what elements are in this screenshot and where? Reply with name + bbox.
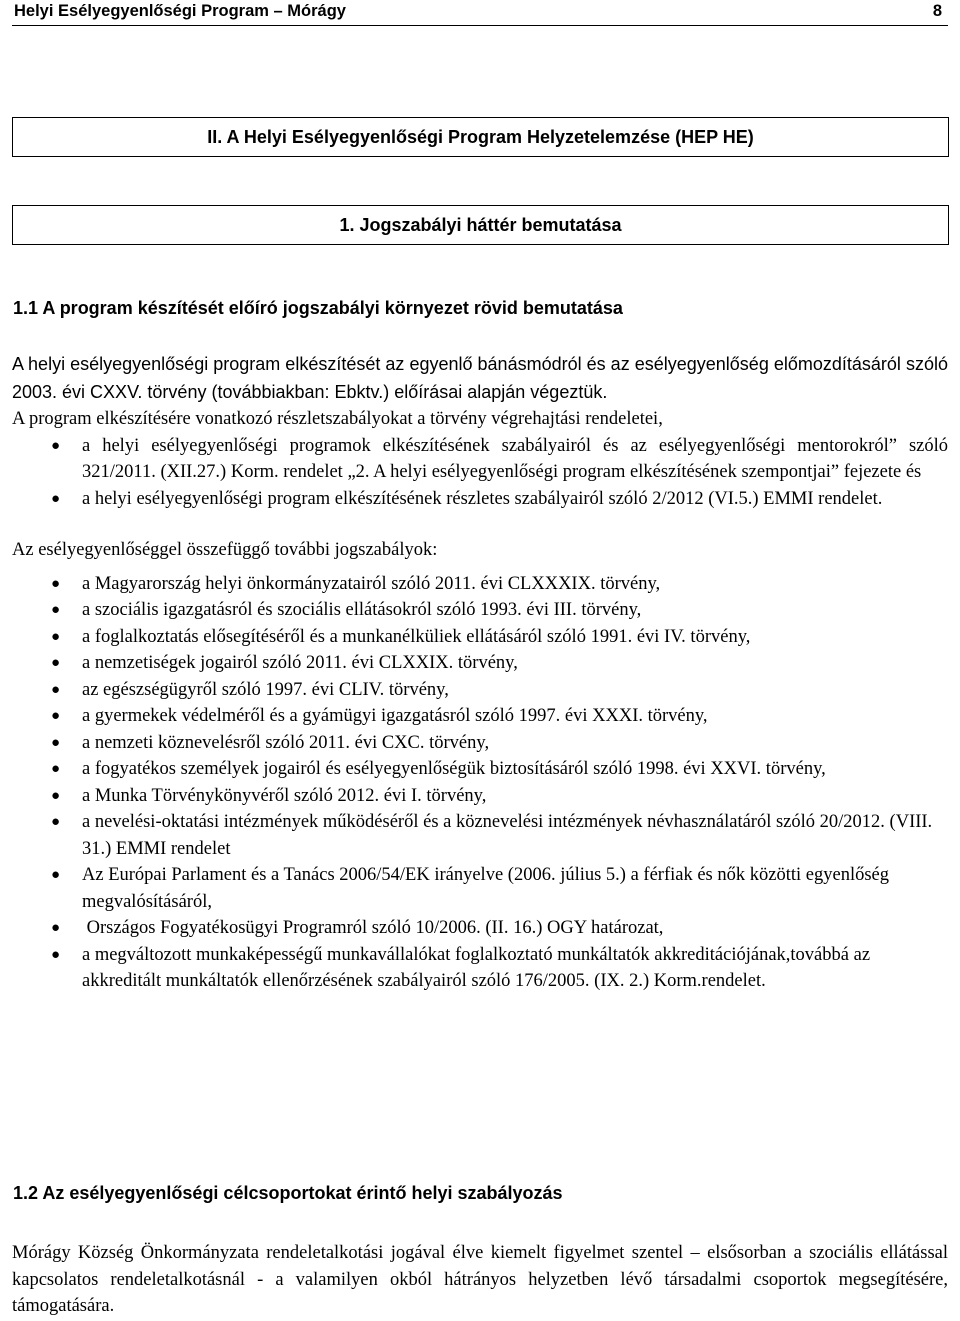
bullet-dot-icon: ● (51, 575, 61, 592)
related-laws-intro: Az esélyegyenlőséggel összefüggő további jogszabályok: (12, 540, 438, 560)
subsection-title-1-1: 1.1 A program készítését előíró jogszabályi környezet rövid bemutatása (13, 298, 623, 318)
related-laws-list (12, 571, 948, 995)
list-item (12, 703, 948, 730)
related-item-text: a nemzeti köznevelésről szóló 2011. évi CXC. törvény, (82, 732, 490, 753)
bullet-dot-icon: ● (51, 761, 61, 777)
list-item (12, 730, 948, 757)
list-item (12, 650, 948, 677)
list-item (12, 677, 948, 704)
intro-paragraph (12, 351, 948, 406)
bullet-dot-icon: ● (51, 734, 61, 751)
section-1-2-body (12, 1240, 948, 1320)
list-item (12, 486, 948, 513)
rules-list (12, 433, 948, 513)
related-item-text: Országos Fogyatékosügyi Programról szóló 10/2006. (II. 16.) OGY határozat, (82, 918, 664, 938)
list-item (12, 915, 948, 942)
rules-item-text: a helyi esélyegyenlőségi program elkészítésének részletes szabályairól szóló 2/2012 (VI.5.) EMMI rendelet. (82, 488, 883, 509)
bullet-dot-icon: ● (51, 920, 61, 936)
page-number: 8 (932, 2, 942, 20)
chapter-title: II. A Helyi Esélyegyenlőségi Program Helyzetelemzése (HEP HE) (207, 126, 754, 147)
related-item-text: a nevelési-oktatási intézmények működéséről és a köznevelési intézmények névhasználatáról szóló 20/2012. (VIII. 31.) EMMI rendelet (82, 812, 933, 859)
header-title: Helyi Esélyegyenlőségi Program – Mórágy (14, 2, 346, 20)
bullet-dot-icon: ● (51, 814, 61, 830)
related-item-text: Az Európai Parlament és a Tanács 2006/54/EK irányelve (2006. július 5.) a férfiak és nők közötti egyenlőség megvalósításáról, (82, 865, 889, 912)
related-item-text: a foglalkoztatás elősegítéséről és a munkanélküliek ellátásáról szóló 1991. évi IV. törvény, (82, 626, 751, 647)
bullet-dot-icon: ● (51, 628, 61, 645)
page-header (12, 0, 948, 26)
bullet-dot-icon: ● (51, 681, 61, 698)
local-regulation-text: Mórágy Község Önkormányzata rendeletalkotási jogával élve kiemelt figyelmet szentel – elsősorban a szociális ellátással kapcsolatos rendeletalkotásnál - a valamilyen okból hátrányos helyzetben lévő társadalmi csoportok megsegítésére, támogatására. (12, 1243, 948, 1316)
bullet-dot-icon: ● (51, 602, 61, 618)
bullet-dot-icon: ● (51, 655, 61, 671)
list-item (12, 756, 948, 783)
bullet-dot-icon: ● (51, 708, 61, 724)
rules-item-text: a helyi esélyegyenlőségi programok elkészítésének szabályairól és az esélyegyenlőségi mentorokról” szóló 321/2011. (XII.27.) Korm. rendelet „2. A helyi esélyegyenlőségi program elkészítésének szempontjai” fejezete és (82, 435, 948, 482)
bullet-dot-icon: ● (51, 787, 61, 804)
bullet-dot-icon: ● (51, 437, 61, 454)
related-item-text: a fogyatékos személyek jogairól és esélyegyenlőségük biztosításáról szóló 1998. évi XXVI. törvény, (82, 759, 826, 779)
list-item (12, 624, 948, 651)
list-item (12, 597, 948, 624)
related-item-text: a gyermekek védelméről és a gyámügyi igazgatásról szóló 1997. évi XXXI. törvény, (82, 706, 708, 726)
related-item-text: az egészségügyről szóló 1997. évi CLIV. törvény, (82, 679, 449, 700)
list-item (12, 571, 948, 598)
rules-intro: A program elkészítésére vonatkozó részletszabályokat a törvény végrehajtási rendeletei, (12, 409, 663, 429)
bullet-dot-icon: ● (51, 946, 61, 963)
bullet-dot-icon: ● (51, 867, 61, 883)
list-item (12, 433, 948, 486)
related-item-text: a megváltozott munkaképességű munkavállalókat foglalkoztató munkáltatók akkreditációjának,továbbá az akkreditált munkáltatók ellenőrzésének szabályairól szóló 176/2005. (IX. 2.) Korm.rendelet. (82, 944, 871, 991)
intro-text-part2: törvény (továbbiakban: Ebktv.) előírásai alapján végeztük. (147, 381, 608, 402)
bullet-dot-icon: ● (51, 490, 61, 507)
list-item (12, 809, 948, 862)
subsection-title-1-2: 1.2 Az esélyegyenlőségi célcsoportokat érintő helyi szabályozás (13, 1183, 563, 1203)
related-item-text: a Magyarország helyi önkormányzatairól szóló 2011. évi CLXXXIX. törvény, (82, 573, 661, 594)
related-item-text: a szociális igazgatásról és szociális ellátásokról szóló 1993. évi III. törvény, (82, 600, 642, 620)
intro-text-part1: A helyi esélyegyenlőségi program elkészítését az egyenlő bánásmódról és az esélyegyenlőség előmozdításáról szóló 2003. évi CXXV. (12, 354, 948, 402)
related-item-text: a Munka Törvénykönyvéről szóló 2012. évi I. törvény, (82, 785, 487, 806)
chapter-title-box (12, 117, 949, 157)
list-item (12, 783, 948, 810)
list-item (12, 862, 948, 915)
section-title: 1. Jogszabályi háttér bemutatása (339, 214, 622, 235)
section-1-1-body (12, 351, 948, 995)
related-item-text: a nemzetiségek jogairól szóló 2011. évi CLXXIX. törvény, (82, 653, 518, 673)
section-title-box (12, 205, 949, 245)
list-item (12, 942, 948, 995)
